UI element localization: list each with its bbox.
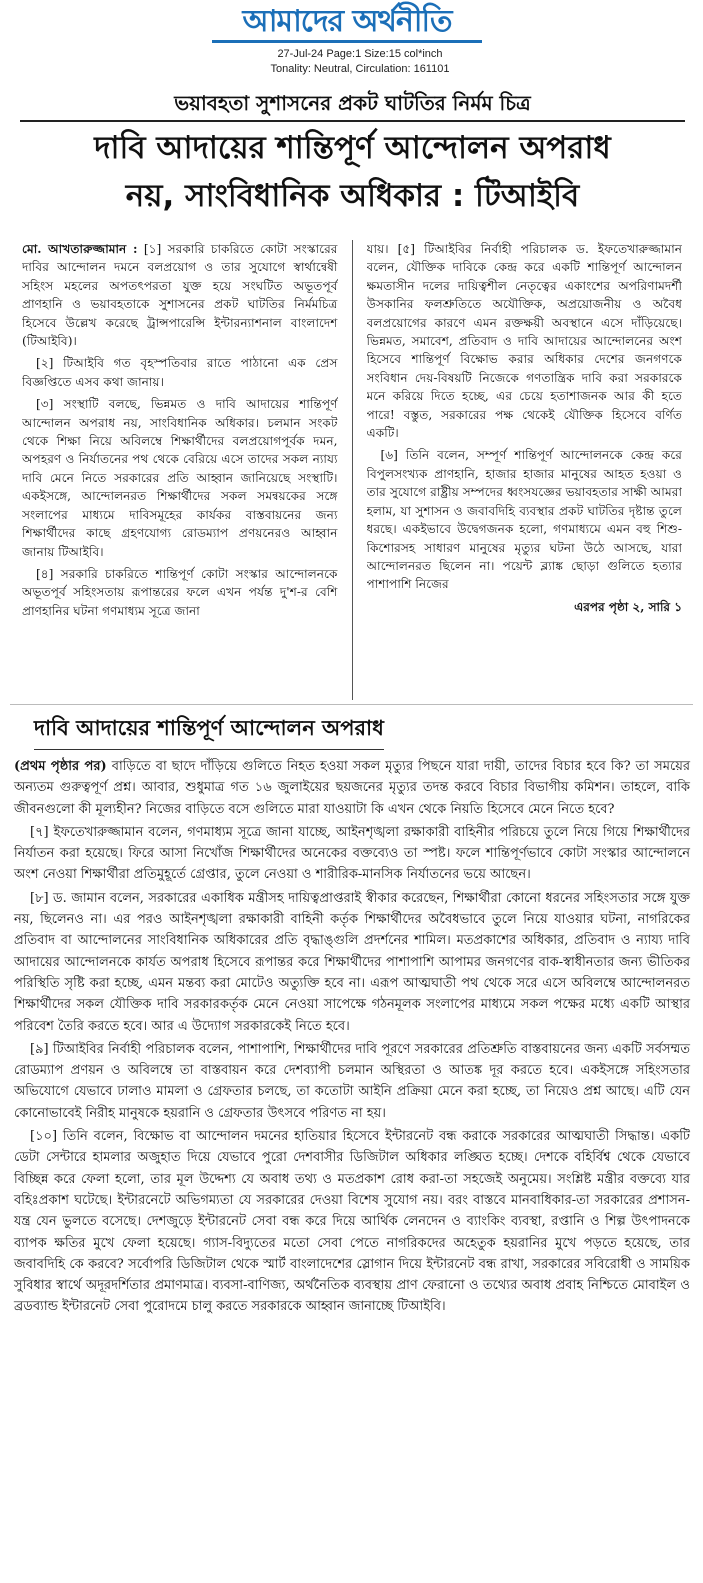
paragraph: [৮] ড. জামান বলেন, সরকারের একাধিক মন্ত্রীসহ দায়িত্বপ্রাপ্তরাই স্বীকার করেছেন, শিক্ষার্থীরা কোনো ধরনের সহিংসতার সঙ্গে যুক্ত নয়, ছিলেনও না। এর পরও আইনশৃঙ্খলা রক্ষাকারী বাহিনী কর্তৃক শিক্ষার্থীদের অবৈধভাবে তুলে নিয়ে যাওয়ার ঘটনা, নাগরিকের প্রতিবাদ বা আন্দোলনের সাংবিধানিক অধিকারের প্রতি বৃদ্ধাঙ্গুলি প্রদর্শনের শামিল। মতপ্রকাশের অধিকার, প্রতিবাদ ও ন্যায্য দাবি আদায়ের আন্দোলনকে কার্যত অপরাধ হিসেবে রূপান্তর করে শিক্ষার্থীদের পাশাপাশি আপামর জনগণের বাক-স্বাধীনতার জন্য ভীতিকর পরিস্থিতি সৃষ্টি করা হচ্ছে, এমন মন্তব্য করা মোটেও অত্যুক্তি হবে না। এরূপ আত্মঘাতী পথ থেকে সরে এসে অবিলম্বে আন্দোলনরত শিক্ষার্থীদের সকল যৌক্তিক দাবি সরকারকর্তৃক মেনে নেওয়া সাপেক্ষে গঠনমূলক সংলাপের মাধ্যমে সকল পক্ষের মধ্যে একটি আস্থার পরিবেশ তৈরি করতে হবে। আর এ উদ্যোগ সরকারকেই নিতে হবে। <box>14 890 690 1034</box>
paragraph: যায়। [৫] টিআইবির নির্বাহী পরিচালক ড. ইফতেখারুজ্জামান বলেন, যৌক্তিক দাবিকে কেন্দ্র করে একটি শান্তিপূর্ণ আন্দোলন ক্ষমতাসীন দলের দায়িত্বশীল নেতৃত্বের একাংশের অপরিণামদর্শী উসকানির ফলশ্রুতিতে অযৌক্তিক, অপ্রয়োজনীয় ও অবৈধ বলপ্রয়োগের কারণে এমন রক্তক্ষয়ী অবস্থানে এসে দাঁড়িয়েছে। ভিন্নমত, সমাবেশ, প্রতিবাদ ও দাবি আদায়ের আন্দোলনের অংশ হিসেবে শান্তিপূর্ণ বিক্ষোভ করার অধিকার দেশের জনগণকে সংবিধান দেয়-বিষয়টি নিজেকে গণতান্ত্রিক দাবি করা সরকারকে মনে করিয়ে দিতে হচ্ছে, এর চেয়ে হতাশাজনক আর কী হতে পারে! বস্তুত, সরকারের পক্ষ থেকেই যৌক্তিক হিসেবে বর্ণিত একটি। <box>366 242 682 441</box>
headline-line-2: নয়, সাংবিধানিক অধিকার : টিআইবি <box>125 178 580 214</box>
paragraph: [৬] তিনি বলেন, সম্পূর্ণ শান্তিপূর্ণ আন্দোলনকে কেন্দ্র করে বিপুলসংখ্যক প্রাণহানি, হাজার হাজার মানুষের আহত হওয়া ও তার সুযোগে রাষ্ট্রীয় সম্পদের ধ্বংসযজ্ঞের ভয়াবহতার সাক্ষী আমরা হলাম, যা সুশাসন ও জবাবদিহি ব্যবস্থার প্রকট ঘাটতির দৃষ্টান্ত তুলে ধরছে। একইভাবে উদ্বেগজনক হলো, গণমাধ্যমে এমন বহু শিশু-কিশোরসহ সাধারণ মানুষের মৃত্যুর ঘটনা উঠে আসছে, যারা আন্দোলনরত ছিলেন না। পয়েন্ট ব্ল্যাঙ্ক ছোড়া গুলিতে হত্যার পাশাপাশি নিজের <box>366 448 682 592</box>
article-column-2 <box>367 240 683 700</box>
byline: মো. আখতারুজ্জামান : <box>22 242 138 256</box>
paragraph: [৭] ইফতেখারুজ্জামান বলেন, গণমাধ্যম সূত্রে জানা যাচ্ছে, আইনশৃঙ্খলা রক্ষাকারী বাহিনীর পরিচয়ে তুলে নিয়ে গিয়ে শিক্ষার্থীদের নির্যাতন করা হয়েছে। ফিরে আসা নিখোঁজ শিক্ষার্থীদের অনেকের বক্তব্যেও তা স্পষ্ট। ফলে শান্তিপূর্ণভাবে কোটা সংস্কার আন্দোলনে অংশ নেওয়া শিক্ষার্থীরা প্রতিমুহূর্তে গ্রেপ্তার, তুলে নেওয়া ও শারীরিক-মানসিক নির্যাতনের ভয়ে আছেন। <box>14 824 690 883</box>
continuation-body <box>14 756 690 1318</box>
paragraph <box>14 756 690 820</box>
paragraph <box>22 240 338 350</box>
article-columns <box>22 240 682 700</box>
paragraph-text: [১] সরকারি চাকরিতে কোটা সংস্কারের দাবির আন্দোলন দমনে বলপ্রয়োগ ও তার সুযোগে স্বার্থান্বেষী সহিংস মহলের অপতৎপরতা যুক্ত হয়ে সংঘটিত অভূতপূর্ব প্রাণহানি ও ভয়াবহতাকে সুশাসনের প্রকট ঘাটতির নির্মমচিত্র হিসেবে উল্লেখ করেছে ট্রান্সপারেন্সি ইন্টারন্যাশনাল বাংলাদেশ (টিআইবি)। <box>22 242 338 349</box>
clip-meta-tonality: Tonality: Neutral, Circulation: 161101 <box>270 63 450 75</box>
continued-reference: এরপর পৃষ্ঠা ২, সারি ১ <box>574 599 682 614</box>
clip-meta-date-size: 27-Jul-24 Page:1 Size:15 col*inch <box>277 48 443 60</box>
paragraph: [১০] তিনি বলেন, বিক্ষোভ বা আন্দোলন দমনের হাতিয়ার হিসেবে ইন্টারনেট বন্ধ করাকে সরকারের আত্মঘাতী সিদ্ধান্ত। একটি ডেটা সেন্টারে হামলার অজুহাত দিয়ে যেভাবে পুরো দেশবাসীর ডিজিটাল অধিকার লঙ্ঘিত হচ্ছে। দেশকে বহির্বিশ্ব থেকে যেভাবে বিচ্ছিন্ন করে ফেলা হলো, তার মূল উদ্দেশ্য যে অবাধ তথ্য ও মতপ্রকাশ রোধ করা-তা সহজেই অনুমেয়। সংশ্লিষ্ট মন্ত্রীর বক্তব্যে যার বহিঃপ্রকাশ ঘটেছে। ইন্টারনেটে অভিগম্যতা যে সরকারের দেওয়া বিশেষ সুযোগ নয়। বরং বাস্তবে মানবাধিকার-তা সরকারের প্রশাসন-যন্ত্র যেন ভুলতে বসেছে। দেশজুড়ে ইন্টারনেট সেবা বন্ধ করে দিয়ে আর্থিক লেনদেন ও ব্যাংকিং ব্যবস্থা, রপ্তানি ও শিল্প উৎপাদনকে ব্যাপক ক্ষতির মুখে ফেলা হয়েছে। গ্যাস-বিদ্যুতের মতো সেবা পেতে নাগরিকদের অহেতুক হয়রানির মুখে পড়তে হয়েছে, তার জবাবদিহি কে করবে? সর্বোপরি ডিজিটাল থেকে স্মার্ট বাংলাদেশের স্লোগান দিয়ে ইন্টারনেট বন্ধ রাখা, সরকারের সবিরোধী ও সাময়িক সুবিধার স্বার্থে অদূরদর্শিতার প্রমাণমাত্র। ব্যবসা-বাণিজ্য, অর্থনৈতিক ব্যবস্থায় প্রাণ ফেরানো ও তথ্যের অবাধ প্রবাহ নিশ্চিতে মোবাইল ও ব্রডব্যান্ড ইন্টারনেট সেবা পুরোদমে চালু করতে সরকারকে আহ্বান জানাচ্ছে টিআইবি। <box>14 1129 690 1315</box>
continuation-lead: (প্রথম পৃষ্ঠার পর) <box>14 759 107 774</box>
headline-area <box>20 88 685 218</box>
headline-line-1: দাবি আদায়ের শান্তিপূর্ণ আন্দোলন অপরাধ <box>94 130 611 166</box>
continuation-section <box>14 712 690 1320</box>
column-rule <box>352 240 353 700</box>
continuation-headline: দাবি আদায়ের শান্তিপূর্ণ আন্দোলন অপরাধ <box>34 712 384 750</box>
clip-header <box>0 0 703 85</box>
newspaper-masthead: আমাদের অর্থনীতি <box>212 4 482 43</box>
paragraph: [৩] সংস্থাটি বলছে, ভিন্নমত ও দাবি আদায়ের শান্তিপূর্ণ আন্দোলন অপরাধ নয়, সাংবিধানিক অধিকার। চলমান সংকট থেকে শিক্ষা নিয়ে অবিলম্বে শিক্ষার্থীদের বলপ্রয়োগপূর্বক দমন, অপহরণ ও নির্যাতনের পথ থেকে বেরিয়ে এসে তাদের সকল ন্যায্য দাবি মেনে নিতে সরকারের প্রতি আহ্বান জানিয়েছে সংস্থাটি। একইসঙ্গে, আন্দোলনরত শিক্ষার্থীদের সকল সমন্বয়কের সঙ্গে সংলাপের মাধ্যমে দাবিসমূহের কার্যকর বাস্তবায়নের জন্য শিক্ষার্থীদের কাছে গ্রহণযোগ্য রোডম্যাপ প্রণয়নেরও আহ্বান জানায় টিআইবি। <box>22 397 338 559</box>
paragraph: [৪] সরকারি চাকরিতে শান্তিপূর্ণ কোটা সংস্কার আন্দোলনকে অভূতপূর্ব সহিংসতায় রূপান্তরের ফলে এখন পর্যন্ত দু'শ-র বেশি প্রাণহানির ঘটনা গণমাধ্যম সূত্রে জানা <box>22 566 338 618</box>
section-divider <box>10 704 693 705</box>
paragraph-text: বাড়িতে বা ছাদে দাঁড়িয়ে গুলিতে নিহত হওয়া সকল মৃত্যুর পিছনে যারা দায়ী, তাদের বিচার হবে কি? তা সময়ের অন্যতম গুরুত্বপূর্ণ প্রশ্ন। আবার, শুধুমাত্র গত ১৬ জুলাইয়ের ছয়জনের মৃত্যুর তদন্ত করবে বিচার বিভাগীয় কমিশন। তাহলে, বাকি জীবনগুলো কী মূল্যহীন? নিজের বাড়িতে বসে গুলিতে মারা যাওয়াটা কি এখন থেকে নিয়তি হিসেবে মেনে নিতে হবে? <box>14 759 691 817</box>
kicker: ভয়াবহতা সুশাসনের প্রকট ঘাটতির নির্মম চিত্র <box>20 88 685 122</box>
paragraph: [২] টিআইবি গত বৃহস্পতিবার রাতে পাঠানো এক প্রেস বিজ্ঞপ্তিতে এসব কথা জানায়। <box>22 356 338 389</box>
article-column-1 <box>22 240 338 700</box>
paragraph: [৯] টিআইবির নির্বাহী পরিচালক বলেন, পাশাপাশি, শিক্ষার্থীদের দাবি পূরণে সরকারের প্রতিশ্রুতি বাস্তবায়নের জন্য একটি সর্বসম্মত রোডম্যাপ প্রণয়ন ও অবিলম্বে তা বাস্তবায়ন করে দেশব্যাপী চলমান অস্থিরতা ও আতঙ্ক দূর করতে হবে। একইসঙ্গে সহিংসতার অভিযোগে যেভাবে ঢালাও মামলা ও গ্রেফতার চলছে, তা কতোটা আইনি প্রক্রিয়া মেনে করা হচ্ছে, তা নিয়েও প্রশ্ন আছে। এটি যেন কোনোভাবেই নিরীহ মানুষকে হয়রানি ও গ্রেফতার উৎসবে পরিণত না হয়। <box>14 1041 690 1121</box>
